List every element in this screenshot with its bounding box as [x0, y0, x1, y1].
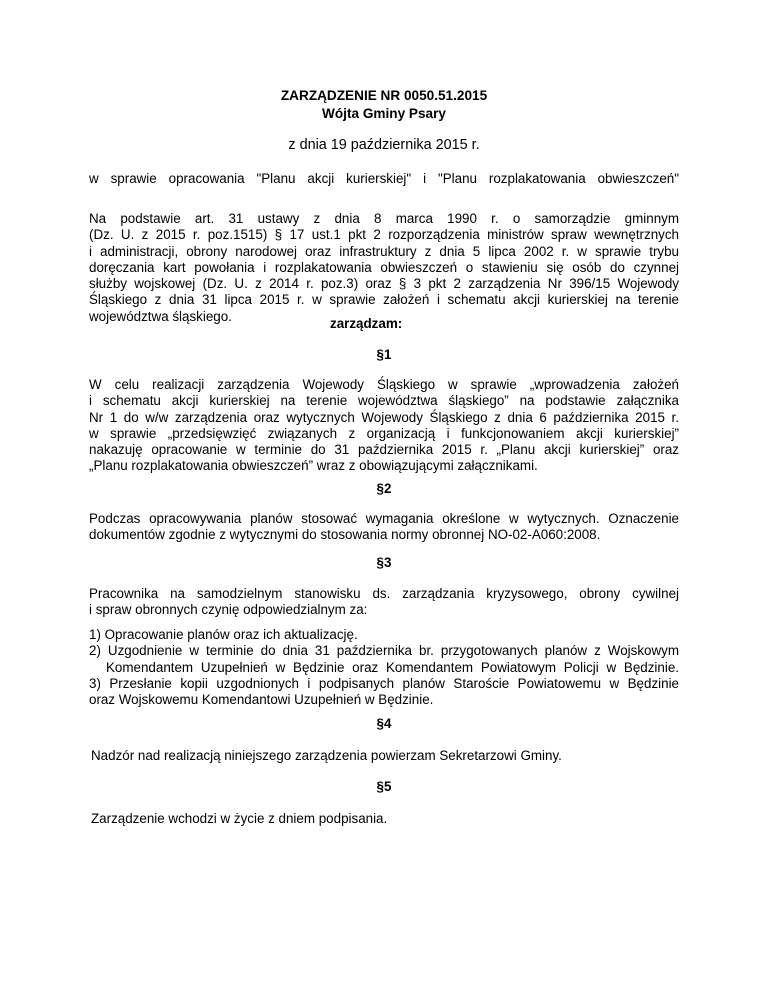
preamble — [89, 211, 679, 325]
section-heading-2: §2 — [376, 481, 392, 496]
section-heading-4: §4 — [376, 716, 392, 731]
list-item: 3) Przesłanie kopii uzgodnionych i podpisanych planów Staroście Powiatowemu w Będzinie — [89, 675, 679, 691]
decree-word: zarządzam: — [330, 316, 403, 331]
section-3-line: Pracownika na samodzielnym stanowisku ds. zarządzania kryzysowego, obrony cywilnej — [89, 586, 679, 601]
preamble-line: (Dz. U. z 2015 r. poz.1515) § 17 ust.1 pkt 2 rozporządzenia ministrów spraw wewnętrznych — [89, 227, 679, 243]
section-3-line: i spraw obronnych czynię odpowiedzialnym za: — [89, 602, 368, 618]
preamble-line: doręczania kart powołania i rozplakatowania obwieszczeń o stawieniu się osób do czynnej — [89, 259, 679, 275]
section-1-body — [89, 377, 679, 475]
section-5-text: Zarządzenie wchodzi w życie z dniem podpisania. — [91, 811, 388, 826]
document-title: ZARZĄDZENIE NR 0050.51.2015 — [280, 88, 488, 103]
list-item-continuation: oraz Wojskowemu Komendantowi Uzupełnień w Będzinie. — [89, 692, 434, 708]
section-1-line: i schematu akcji kurierskiej na terenie województwa śląskiego” na podstawie załącznika — [89, 393, 679, 409]
section-4-text: Nadzór nad realizacją niniejszego zarządzenia powierzam Sekretarzowi Gminy. — [91, 748, 562, 763]
section-2-body — [89, 511, 679, 544]
preamble-line: służby wojskowej (Dz. U. z 2014 r. poz.3) oraz § 3 pkt 2 zarządzenia Nr 396/15 Wojewody — [89, 276, 679, 292]
document-subject: w sprawie opracowania "Planu akcji kurierskiej" i "Planu rozplakatowania obwieszczeń" — [89, 171, 679, 186]
section-1-line: „Planu rozplakatowania obwieszczeń” wraz z obowiązującymi załącznikami. — [89, 458, 538, 474]
list-item: 1) Opracowanie planów oraz ich aktualizację. — [89, 627, 358, 642]
preamble-line: Śląskiego z dnia 31 lipca 2015 r. w sprawie założeń i schematu akcji kurierskiej na terenie — [89, 292, 679, 308]
preamble-line: województwa śląskiego. — [89, 308, 232, 324]
preamble-line: i administracji, obrony narodowej oraz infrastruktury z dnia 5 lipca 2002 r. w sprawie trybu — [89, 243, 679, 259]
section-1-line: w sprawie „przedsięwzięć związanych z organizacją i funkcjonowaniem akcji kurierskiej” — [89, 425, 679, 441]
document-date: z dnia 19 października 2015 r. — [288, 137, 480, 153]
section-heading-5: §5 — [376, 779, 392, 794]
section-1-line: nakazuję opracowanie w terminie do 31 października 2015 r. „Planu akcji kurierskiej” oraz — [89, 442, 679, 458]
list-item-continuation: Komendantem Uzupełnień w Będzinie oraz Komendantem Powiatowym Policji w Będzinie. — [106, 659, 679, 675]
section-3-list — [89, 627, 679, 708]
section-1-line: W celu realizacji zarządzenia Wojewody Śląskiego w sprawie „wprowadzenia założeń — [89, 377, 679, 392]
section-3-intro — [89, 586, 679, 619]
issuer-title: Wójta Gminy Psary — [322, 106, 446, 121]
section-1-line: Nr 1 do w/w zarządzenia oraz wytycznych Wojewody Śląskiego z dnia 6 października 2015 r. — [89, 409, 679, 425]
list-item: 2) Uzgodnienie w terminie do dnia 31 października br. przygotowanych planów z Wojskowym — [89, 643, 679, 659]
section-heading-3: §3 — [376, 555, 392, 570]
section-2-line: dokumentów zgodnie z wytycznymi do stosowania normy obronnej NO-02-A060:2008. — [89, 527, 601, 543]
section-2-line: Podczas opracowywania planów stosować wymagania określone w wytycznych. Oznaczenie — [89, 511, 679, 526]
preamble-line: Na podstawie art. 31 ustawy z dnia 8 marca 1990 r. o samorządzie gminnym — [89, 211, 679, 226]
section-heading-1: §1 — [376, 347, 392, 362]
